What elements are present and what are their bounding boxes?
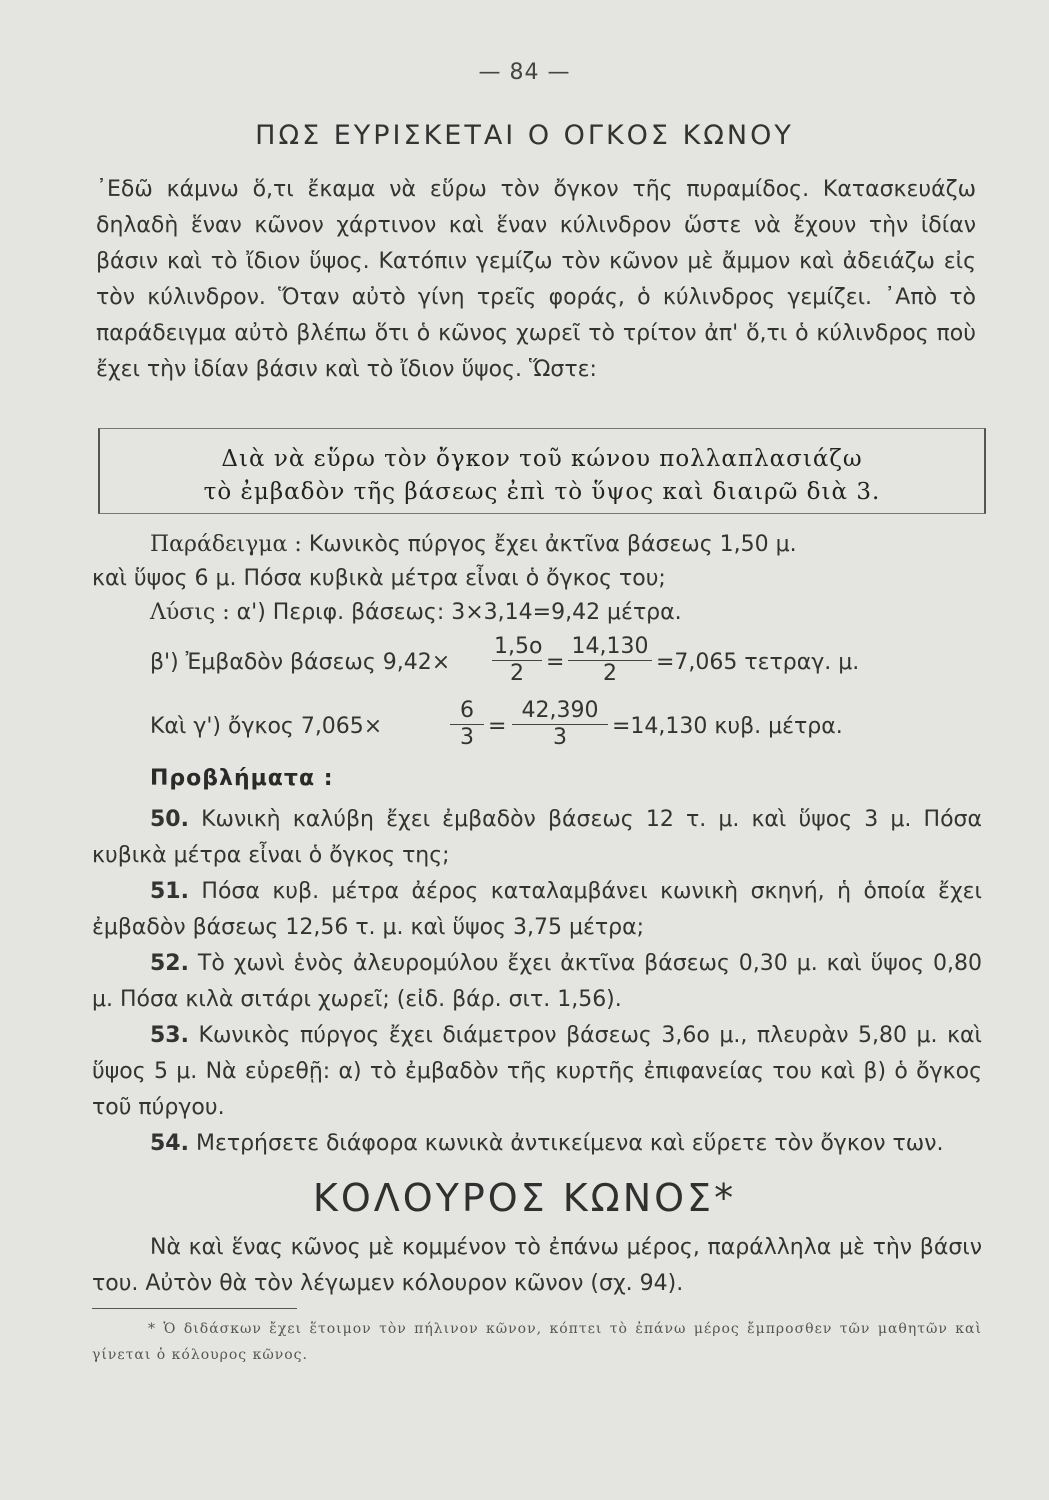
step-b-fraction-2 [568,634,652,687]
example-text-1: Κωνικὸς πύργος ἔχει ἀκτῖνα βάσεως 1,50 μ. [308,532,797,557]
step-c-prefix: Καὶ γ') ὄγκος 7,065× [150,714,383,739]
problem-text: Κωνικὸς πύργος ἔχει διάμετρον βάσεως 3,6ο μ., πλευρὰν 5,80 μ. καὶ ὕψος 5 μ. Νὰ εὑρεθῇ: α) τὸ ἐμβαδὸν τῆς κυρτῆς ἐπιφανείας του καὶ β) ὁ ὄγκος τοῦ πύργου. [92,1023,982,1120]
step-c-equals: = [488,714,507,739]
problems-heading: Προβλήματα : [150,766,334,791]
footnote-divider [92,1308,297,1309]
step-c-fraction-2 [512,698,608,751]
rule-line-1: Διὰ νὰ εὕρω τὸν ὄγκον τοῦ κώνου πολλαπλασιάζω [221,446,863,472]
intro-paragraph: ᾿Εδῶ κάμνω ὅ,τι ἔκαμα νὰ εὕρω τὸν ὄγκον τῆς πυραμίδος. Κατασκευάζω δηλαδὴ ἕναν κῶνον χάρτινον καὶ ἕναν κύλινδρον ὥστε νὰ ἔχουν τὴν ἰδίαν βάσιν καὶ τὸ ἴδιον ὕψος. Κατόπιν γεμίζω τὸν κῶνον μὲ ἄμμον καὶ ἀδειάζω εἰς τὸν κύλινδρον. Ὅταν αὐτὸ γίνη τρεῖς φοράς, ὁ κύλινδρος γεμίζει. ᾿Απὸ τὸ παράδειγμα αὐτὸ βλέπω ὅτι ὁ κῶνος χωρεῖ τὸ τρίτον ἀπ' ὅ,τι ὁ κύλινδρος ποὺ ἔχει τὴν ἰδίαν βάσιν καὶ τὸ ἴδιον ὕψος. Ὥστε: [96,177,976,382]
step-b-prefix: β') Ἐμβαδὸν βάσεως 9,42× [150,650,451,675]
problem-item [92,1018,982,1126]
problem-number: 54. [150,1131,189,1156]
fraction-denominator: 2 [510,661,524,686]
section-body: Νὰ καὶ ἕνας κῶνος μὲ κομμένον τὸ ἐπάνω μέρος, παράλληλα μὲ τὴν βάσιν του. Αὐτὸν θὰ τὸν λέγωμεν κόλουρον κῶνον (σχ. 94). [92,1235,982,1296]
fraction-numerator: 14,130 [568,634,652,661]
fraction-numerator: 6 [450,698,484,725]
rule-box [98,428,986,514]
problem-text: Πόσα κυβ. μέτρα ἀέρος καταλαμβάνει κωνικὴ σκηνή, ἡ ὁποία ἔχει ἐμβαδὸν βάσεως 12,56 τ. μ. καὶ ὕψος 3,75 μέτρα; [92,879,982,940]
step-b-equals: = [546,650,565,675]
solution-line [150,600,682,625]
rule-line-2: τὸ ἐμβαδὸν τῆς βάσεως ἐπὶ τὸ ὕψος καὶ διαιρῶ διὰ 3. [203,479,881,505]
step-c-fraction-1 [450,698,484,751]
example-label: Παράδειγμα : [150,532,302,557]
solution-label: Λύσις : [150,600,230,625]
problem-item [92,946,982,1018]
fraction-numerator: 42,390 [512,698,608,725]
chapter-title: ΠΩΣ ΕΥΡΙΣΚΕΤΑΙ Ο ΟΓΚΟΣ ΚΩΝΟΥ [255,120,794,151]
section-title: ΚΟΛΟΥΡΟΣ ΚΩΝΟΣ* [312,1176,737,1220]
problem-item [92,1126,982,1162]
problem-text: Τὸ χωνὶ ἑνὸς ἀλευρομύλου ἔχει ἀκτῖνα βάσεως 0,30 μ. καὶ ὕψος 0,80 μ. Πόσα κιλὰ σιτάρι χωρεῖ; (εἰδ. βάρ. σιτ. 1,56). [92,951,982,1012]
problem-number: 52. [150,951,189,976]
problem-text: Κωνικὴ καλύβη ἔχει ἐμβαδὸν βάσεως 12 τ. μ. καὶ ὕψος 3 μ. Πόσα κυβικὰ μέτρα εἶναι ὁ ὄγκος της; [92,807,982,868]
fraction-denominator: 2 [603,661,617,686]
step-c-suffix: =14,130 κυβ. μέτρα. [612,714,843,739]
problem-text: Μετρήσετε διάφορα κωνικὰ ἀντικείμενα καὶ εὕρετε τὸν ὄγκον των. [188,1131,944,1156]
fraction-denominator: 3 [460,725,474,750]
step-b-suffix: =7,065 τετραγ. μ. [656,650,860,675]
problems-list [92,802,982,1162]
problem-item [92,802,982,874]
fraction-denominator: 3 [553,725,567,750]
footnote: * Ὁ διδάσκων ἔχει ἕτοιμον τὸν πήλινον κῶνον, κόπτει τὸ ἐπάνω μέρος ἔμπροσθεν τῶν μαθητῶν καὶ γίνεται ὁ κόλουρος κῶνος. [92,1321,982,1363]
example-line-2: καὶ ὕψος 6 μ. Πόσα κυβικὰ μέτρα εἶναι ὁ ὄγκος του; [92,566,666,591]
step-b-fraction-1 [492,634,542,687]
solution-step-a: α') Περιφ. βάσεως: 3×3,14=9,42 μέτρα. [236,600,682,625]
problem-number: 51. [150,879,189,904]
problem-number: 53. [150,1023,189,1048]
problem-number: 50. [150,807,189,832]
page-number: — 84 — [478,60,571,85]
fraction-numerator: 1,5ο [494,634,543,659]
problem-item [92,874,982,946]
example-line-1 [150,532,980,557]
